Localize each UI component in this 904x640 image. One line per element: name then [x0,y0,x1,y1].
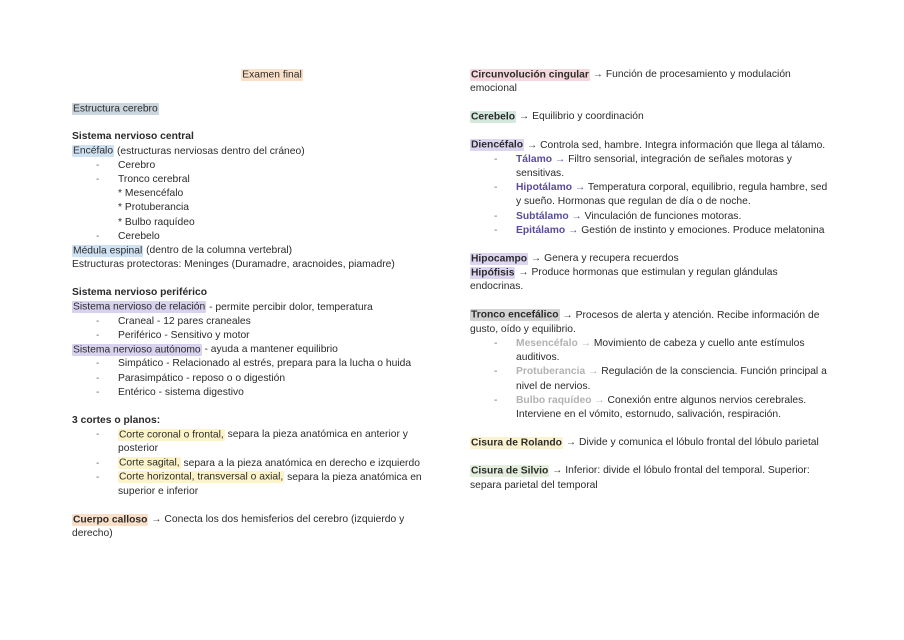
encefalo-line [72,145,432,159]
encefalo-term: Encéfalo [73,145,114,157]
tronco-encefalico-term: Tronco encefálico [471,309,559,321]
dash-bullet-icon: - [96,230,100,242]
estructuras-protectoras-line: Estructuras protectoras: Meninges (Duramadre, aracnoides, piamadre) [72,259,395,271]
arrow-icon: → [571,210,582,222]
hipocampo-entry: Hipocampo → Genera y recupera recuerdos [471,253,679,265]
cisura-de-silvio-term: Cisura de Silvio [471,465,549,477]
diencefalo-term: Diencéfalo [471,139,524,151]
arrow-icon: → [594,394,605,406]
arrow-icon: → [588,366,599,378]
heading-sistema-nervioso-periferico: Sistema nervioso periférico [72,287,208,299]
dash-bullet-icon: - [96,315,100,327]
arrow-icon: → [568,224,579,236]
medula-espinal-line: Médula espinal (dentro de la columna vertebral) [73,245,293,257]
list-item: - Protuberancia → Regulación de la consciencia. Función principal a nivel de nervios. [494,366,827,392]
list-item: - Epitálamo → Gestión de instinto y emociones. Produce melatonina [470,224,830,238]
cuerpo-calloso-term: Cuerpo calloso [73,514,148,526]
list-item: - Bulbo raquídeo → Conexión entre algunos nervios cerebrales. Interviene en el vómito, estornudo, salivación, respiración. [494,394,807,421]
document-title-text: Examen final [242,69,302,80]
dash-bullet-icon: - [494,224,498,236]
hipofisis-entry: Hipófisis → Produce hormonas que estimulan y regulan glándulas endocrinas. [470,267,778,293]
medula-espinal-term: Médula espinal [73,245,143,257]
list-item: - Periférico - Sensitivo y motor [72,329,432,343]
arrow-icon: → [151,514,162,526]
dash-bullet-icon: - [494,182,498,194]
list-item: * Bulbo raquídeo [118,216,195,228]
document-title [72,68,432,82]
heading-3-cortes-o-planos: 3 cortes o planos: [72,415,161,427]
list-item: - Parasimpático - reposo o o digestión [72,372,432,386]
dash-bullet-icon: - [494,394,498,406]
tronco-encefalico-entry: Tronco encefálico → Procesos de alerta y atención. Recibe información de gusto, oído y equilibrio. [470,309,820,335]
arrow-icon: → [580,338,591,350]
arrow-icon: → [530,253,542,265]
dash-bullet-icon: - [96,429,100,441]
list-item: - Mesencéfalo → Movimiento de cabeza y cuello ante estímulos auditivos. [494,338,805,364]
dash-bullet-icon: - [96,471,100,483]
list-item: - Corte horizontal, transversal o axial, separa la pieza anatómica en superior e inferior [96,471,422,498]
list-item: * Mesencéfalo [118,188,184,200]
epitalamo-term: Epitálamo [516,224,566,236]
hipocampo-term: Hipocampo [471,253,528,265]
dash-bullet-icon: - [96,159,100,171]
mesencefalo-term: Mesencéfalo [516,338,578,350]
cisura-de-silvio-entry: Cisura de Silvio → Inferior: divide el lóbulo frontal del temporal. Superior: separa parietal del temporal [470,465,810,491]
list-item: - Hipotálamo → Temperatura corporal, equilibrio, regula hambre, sed y sueño. Hormonas que regulan de día o de noche. [494,182,828,208]
cerebelo-entry: Cerebelo → Equilibrio y coordinación [471,111,644,123]
protuberancia-term: Protuberancia [516,366,586,378]
arrow-icon: → [562,309,573,321]
hipotalamo-term: Hipotálamo [516,182,573,194]
arrow-icon: → [592,69,604,80]
sistema-nervioso-autonomo-line: Sistema nervioso autónomo - ayuda a mantener equilibrio [73,344,338,356]
bulbo-raquideo-term: Bulbo raquídeo [516,394,592,406]
right-column [470,68,830,493]
dash-bullet-icon: - [494,366,498,378]
left-column [72,68,432,542]
list-item: - Subtálamo → Vinculación de funciones motoras. [470,210,830,224]
corte-horizontal-term: Corte horizontal, transversal o axial, [119,471,284,483]
arrow-icon: → [518,267,529,279]
cerebelo-term: Cerebelo [471,111,516,123]
dash-bullet-icon: - [494,153,498,165]
arrow-icon: → [518,111,530,123]
list-item: - Tronco cerebral [72,173,432,187]
cisura-de-rolando-entry: Cisura de Rolando → Divide y comunica el lóbulo frontal del lóbulo parietal [471,437,819,449]
corte-sagital-term: Corte sagital, [119,457,180,469]
hipofisis-term: Hipófisis [471,267,515,279]
sistema-nervioso-relacion-line: Sistema nervioso de relación - permite percibir dolor, temperatura [73,301,373,313]
encefalo-rest: (estructuras nerviosas dentro del cráneo) [114,145,305,157]
cisura-de-rolando-term: Cisura de Rolando [471,437,562,449]
dash-bullet-icon: - [96,386,100,398]
sistema-nervioso-relacion-term: Sistema nervioso de relación [73,301,206,313]
dash-bullet-icon: - [96,330,100,342]
dash-bullet-icon: - [494,338,498,350]
arrow-icon: → [565,437,577,449]
sistema-nervioso-autonomo-term: Sistema nervioso autónomo [73,344,201,356]
circunvolucion-cingular-entry: Circunvolución cingular → Función de procesamiento y modulación emocional [470,69,791,95]
dash-bullet-icon: - [96,457,100,469]
cuerpo-calloso-entry: Cuerpo calloso → Conecta los dos hemisferios del cerebro (izquierdo y derecho) [72,514,405,540]
list-item: - Cerebro [72,159,432,173]
dash-bullet-icon: - [96,358,100,370]
list-item: - Entérico - sistema digestivo [72,386,432,400]
corte-coronal-term: Corte coronal o frontal, [119,429,224,441]
dash-bullet-icon: - [494,210,498,222]
list-item: - Corte sagital, separa a la pieza anatómica en derecho e izquierdo [72,457,432,471]
list-item: * Protuberancia [118,202,189,214]
list-item: - Tálamo → Filtro sensorial, integración de señales motoras y sensitivas. [494,153,792,180]
arrow-icon: → [552,465,563,477]
section-label-estructura-cerebro: Estructura cerebro [73,103,158,115]
subtalamo-term: Subtálamo [516,210,569,222]
arrow-icon: → [526,139,538,151]
dash-bullet-icon: - [96,174,100,186]
heading-sistema-nervioso-central: Sistema nervioso central [72,131,194,143]
diencefalo-entry: Diencéfalo → Controla sed, hambre. Integra información que llega al tálamo. [471,139,826,151]
dash-bullet-icon: - [96,372,100,384]
list-item: - Cerebelo [72,230,432,244]
arrow-icon: → [554,153,566,165]
list-item: - Simpático - Relacionado al estrés, prepara para la lucha o huida [72,357,432,371]
list-item: - Corte coronal o frontal, separa la pieza anatómica en anterior y posterior [96,429,408,455]
arrow-icon: → [574,182,586,194]
talamo-term: Tálamo [516,153,553,165]
circunvolucion-cingular-term: Circunvolución cingular [471,69,589,80]
list-item: - Craneal - 12 pares craneales [72,315,432,329]
